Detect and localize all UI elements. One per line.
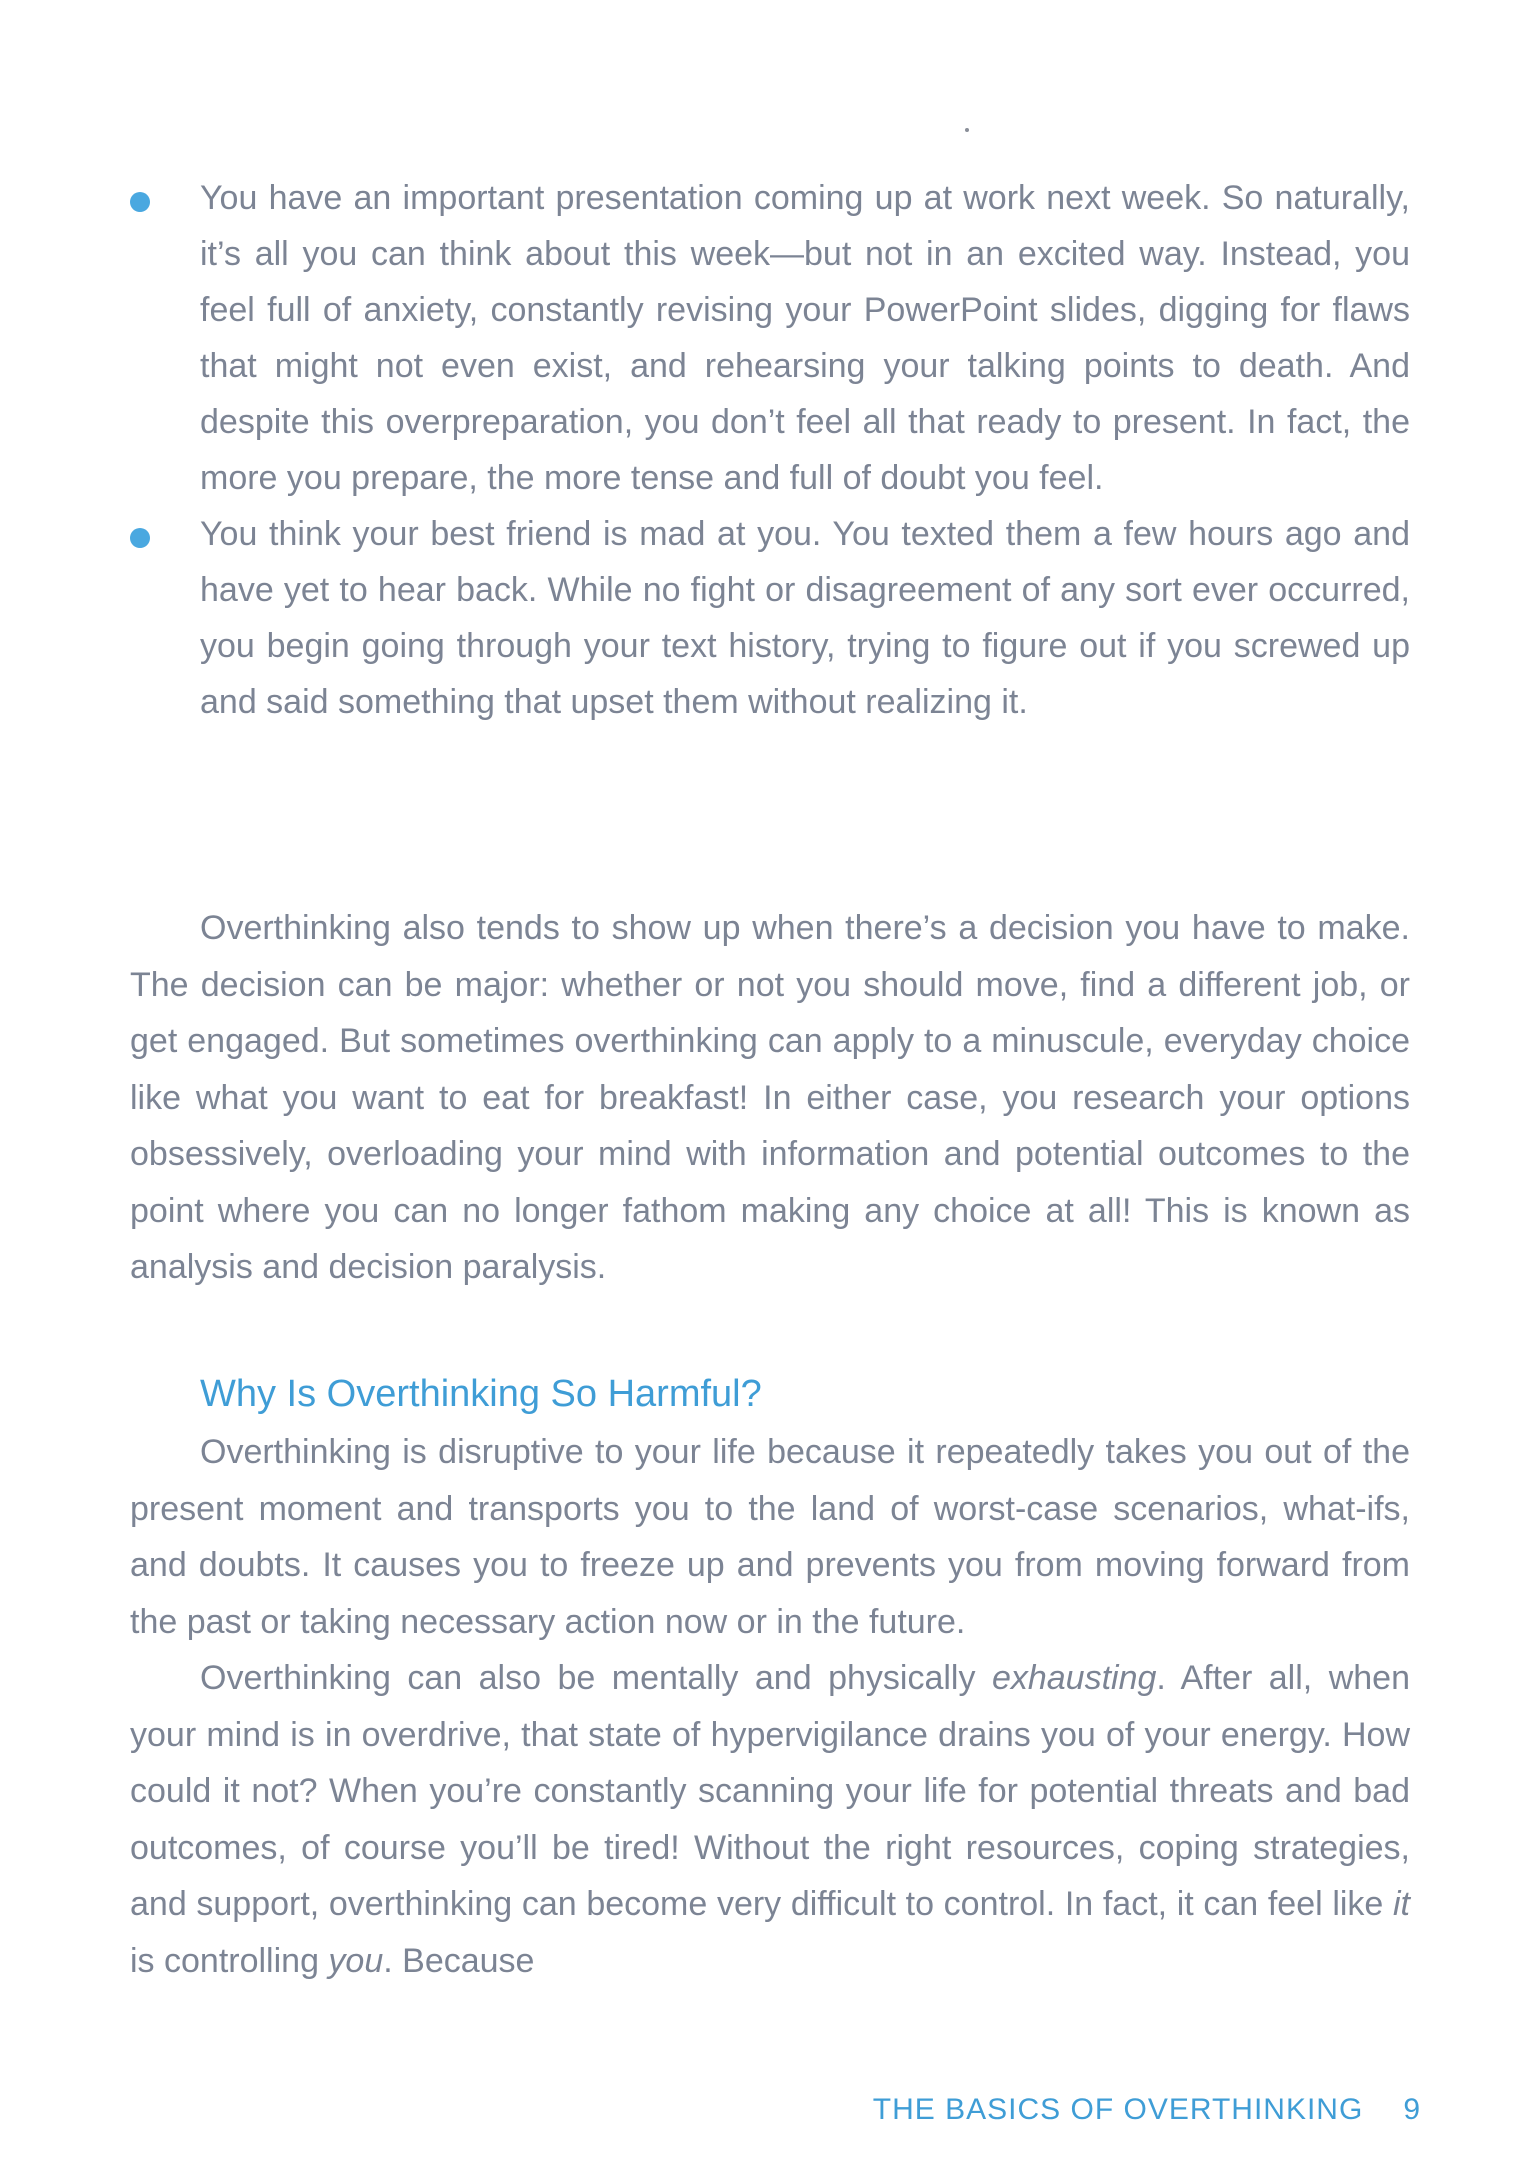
running-head: THE BASICS OF OVERTHINKING [872,2093,1364,2126]
bullet-text: You have an important presentation coming up at work next week. So naturally, it’s all you can think about this week—but not in an excited way. Instead, you feel full of anxiety, constantly revising your PowerPoint slides, digging for flaws that might not even exist, and rehearsing your talking points to death. And despite this overpreparation, you don’t feel all that ready to present. In fact, the more you prepare, the more tense and full of doubt you feel. [200,179,1410,497]
paragraph-decision-paralysis: Overthinking also tends to show up when there’s a decision you have to make. The decision can be major: whether or not you should move, find a different job, or get engaged. But sometimes overthinking can apply to a minuscule, everyday choice like what you want to eat for breakfast! In either case, you research your options obsessively, overloading your mind with information and potential outcomes to the point where you can no longer fathom making any choice at all! This is known as analysis and decision paralysis. [130,909,1410,1286]
text-run: . Because [383,1941,535,1980]
section-heading: Why Is Overthinking So Harmful? [200,1373,762,1415]
emphasis-you: you [328,1941,384,1980]
text-run: is controlling [130,1941,329,1980]
paragraph-disruptive: Overthinking is disruptive to your life because it repeatedly takes you out of the present moment and transports you to the land of worst-case scenarios, what-ifs, and doubts. It causes you to freeze up and prevents you from moving forward from the past or taking necessary action now or in the future. [130,1433,1410,1641]
page-number: 9 [1403,2093,1421,2126]
bullet-dot-icon [130,528,150,548]
text-run: . After all, when your mind is in overdrive, that state of hypervigilance drains you of your energy. How could it not? When you’re constantly scanning your life for potential threats and bad outcomes, of course you’ll be tired! Without the right resources, coping strategies, and support, overthinking can become very difficult to control. In fact, it can feel like [130,1659,1410,1923]
emphasis-exhausting: exhausting [991,1659,1157,1697]
paragraph-exhausting [130,1650,1410,1989]
bullet-item [130,506,1410,730]
bullet-item [130,170,1410,506]
bullet-dot-icon [130,192,150,212]
emphasis-it: it [1393,1885,1410,1923]
scan-speck [965,128,969,132]
bullet-list [130,170,1410,730]
bullet-text: You think your best friend is mad at you. You texted them a few hours ago and have yet to hear back. While no fight or disagreement of any sort ever occurred, you begin going through your text history, trying to figure out if you screwed up and said something that upset them without realizing it. [200,515,1410,721]
page-footer [873,2090,1421,2130]
text-run: Overthinking can also be mentally and physically [200,1659,992,1697]
